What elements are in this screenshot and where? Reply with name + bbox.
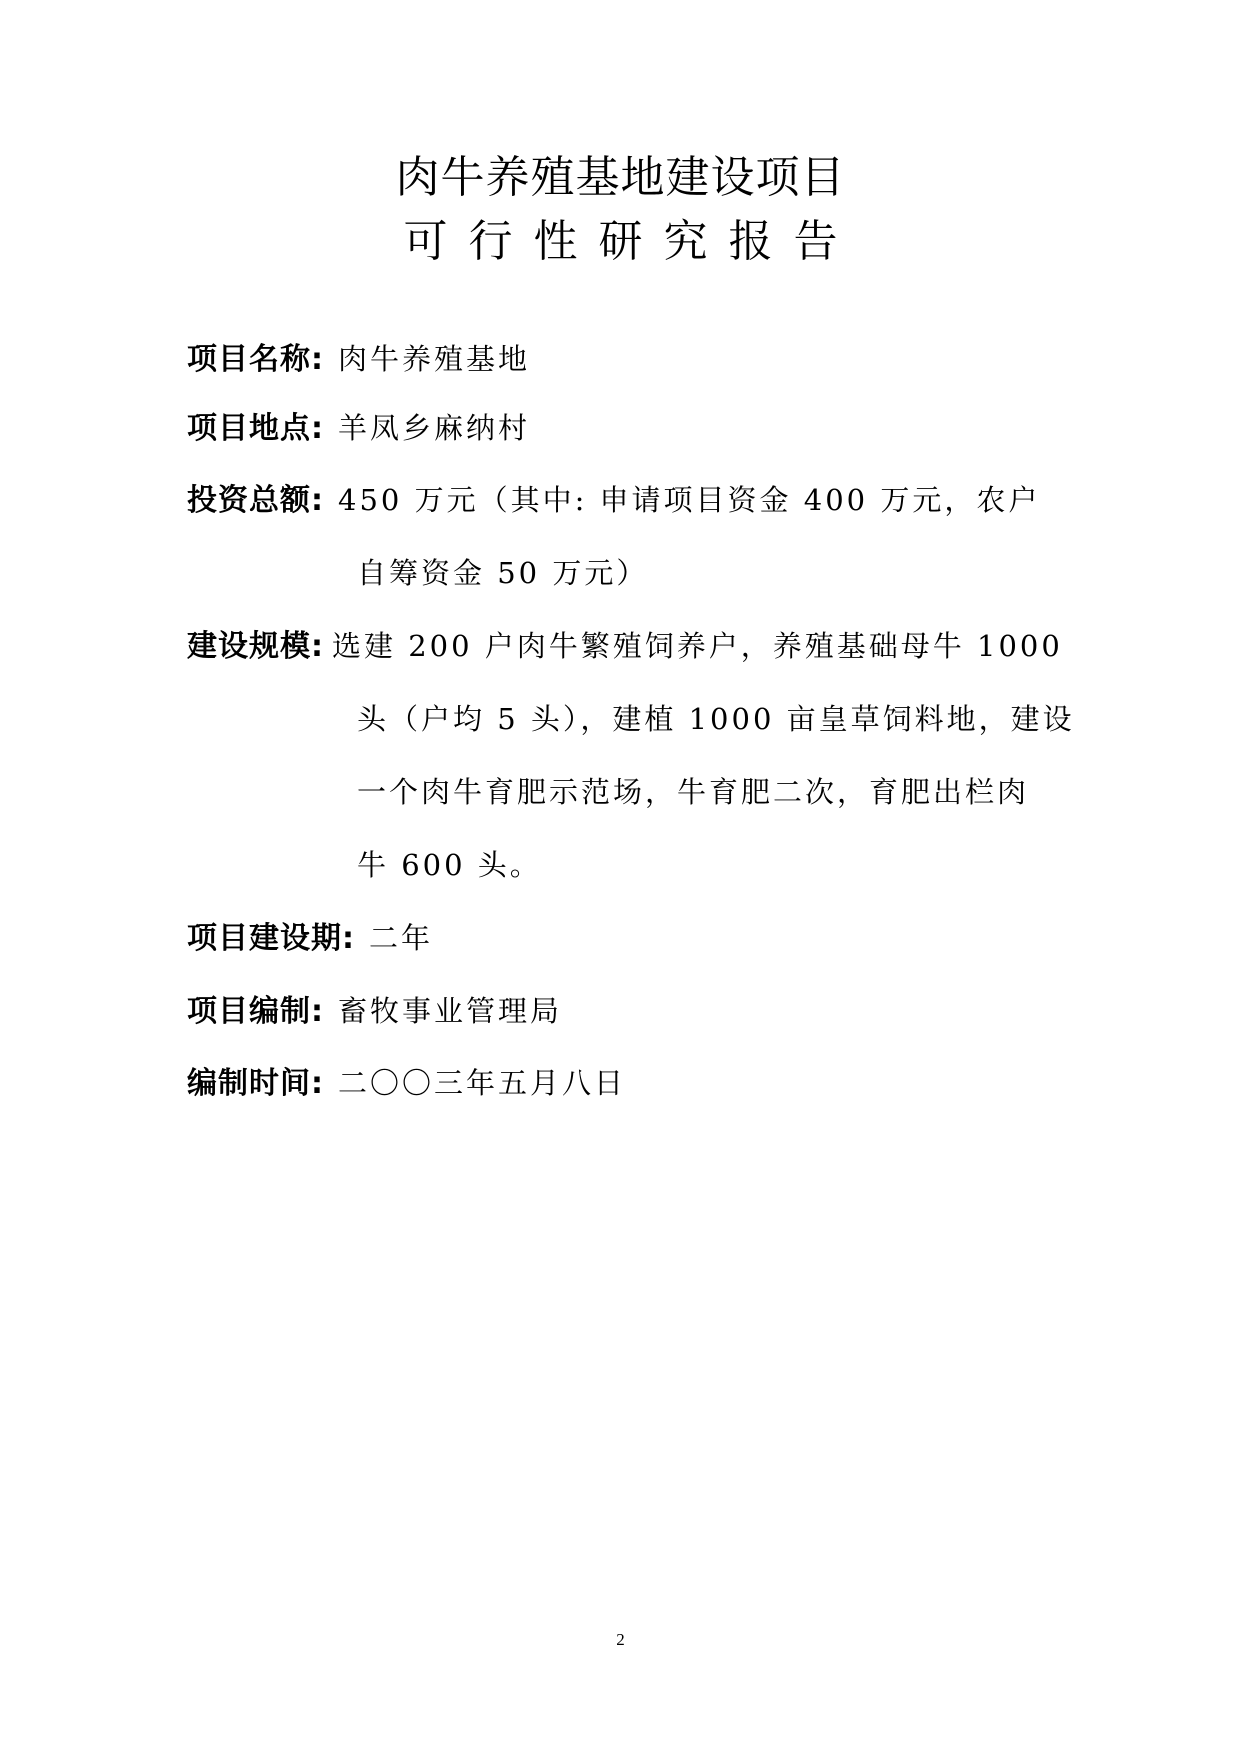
field-value-line: 牛 600 头。 bbox=[357, 848, 542, 882]
field-value: 畜牧事业管理局 bbox=[338, 994, 563, 1028]
field-compile-date bbox=[187, 1068, 626, 1099]
report-title-line-2: 可行性研究报告 bbox=[403, 216, 859, 267]
field-value-line: 头（户均 5 头），建植 1000 亩皇草饲料地，建设 bbox=[357, 702, 1075, 736]
field-compiled-by bbox=[187, 996, 562, 1027]
field-value-line: 选建 200 户肉牛繁殖饲养户，养殖基础母牛 1000 bbox=[332, 629, 1063, 663]
field-project-name bbox=[187, 344, 530, 375]
field-value-line: 一个肉牛育肥示范场，牛育肥二次，育肥出栏肉 bbox=[357, 775, 1030, 809]
field-construction-period bbox=[187, 923, 433, 954]
field-value-line: 自筹资金 50 万元） bbox=[357, 556, 649, 590]
field-label: 建设规模: bbox=[187, 629, 324, 664]
field-label: 项目名称: bbox=[187, 342, 324, 377]
field-label: 项目地点: bbox=[187, 411, 324, 446]
field-value: 二年 bbox=[369, 921, 434, 955]
field-value: 肉牛养殖基地 bbox=[338, 342, 531, 376]
field-label: 项目建设期: bbox=[187, 921, 355, 956]
field-construction-scale bbox=[187, 631, 1063, 662]
page-number: 2 bbox=[616, 1630, 625, 1649]
field-value: 羊凤乡麻纳村 bbox=[338, 411, 531, 445]
field-total-investment bbox=[187, 485, 1040, 516]
field-project-location bbox=[187, 413, 530, 444]
field-label: 投资总额: bbox=[187, 483, 324, 518]
field-label: 项目编制: bbox=[187, 994, 324, 1029]
field-label: 编制时间: bbox=[187, 1066, 324, 1101]
field-value: 二〇〇三年五月八日 bbox=[338, 1066, 627, 1100]
report-title-line-1: 肉牛养殖基地建设项目 bbox=[395, 152, 846, 203]
field-value-line: 450 万元（其中: 申请项目资金 400 万元，农户 bbox=[338, 483, 1041, 517]
